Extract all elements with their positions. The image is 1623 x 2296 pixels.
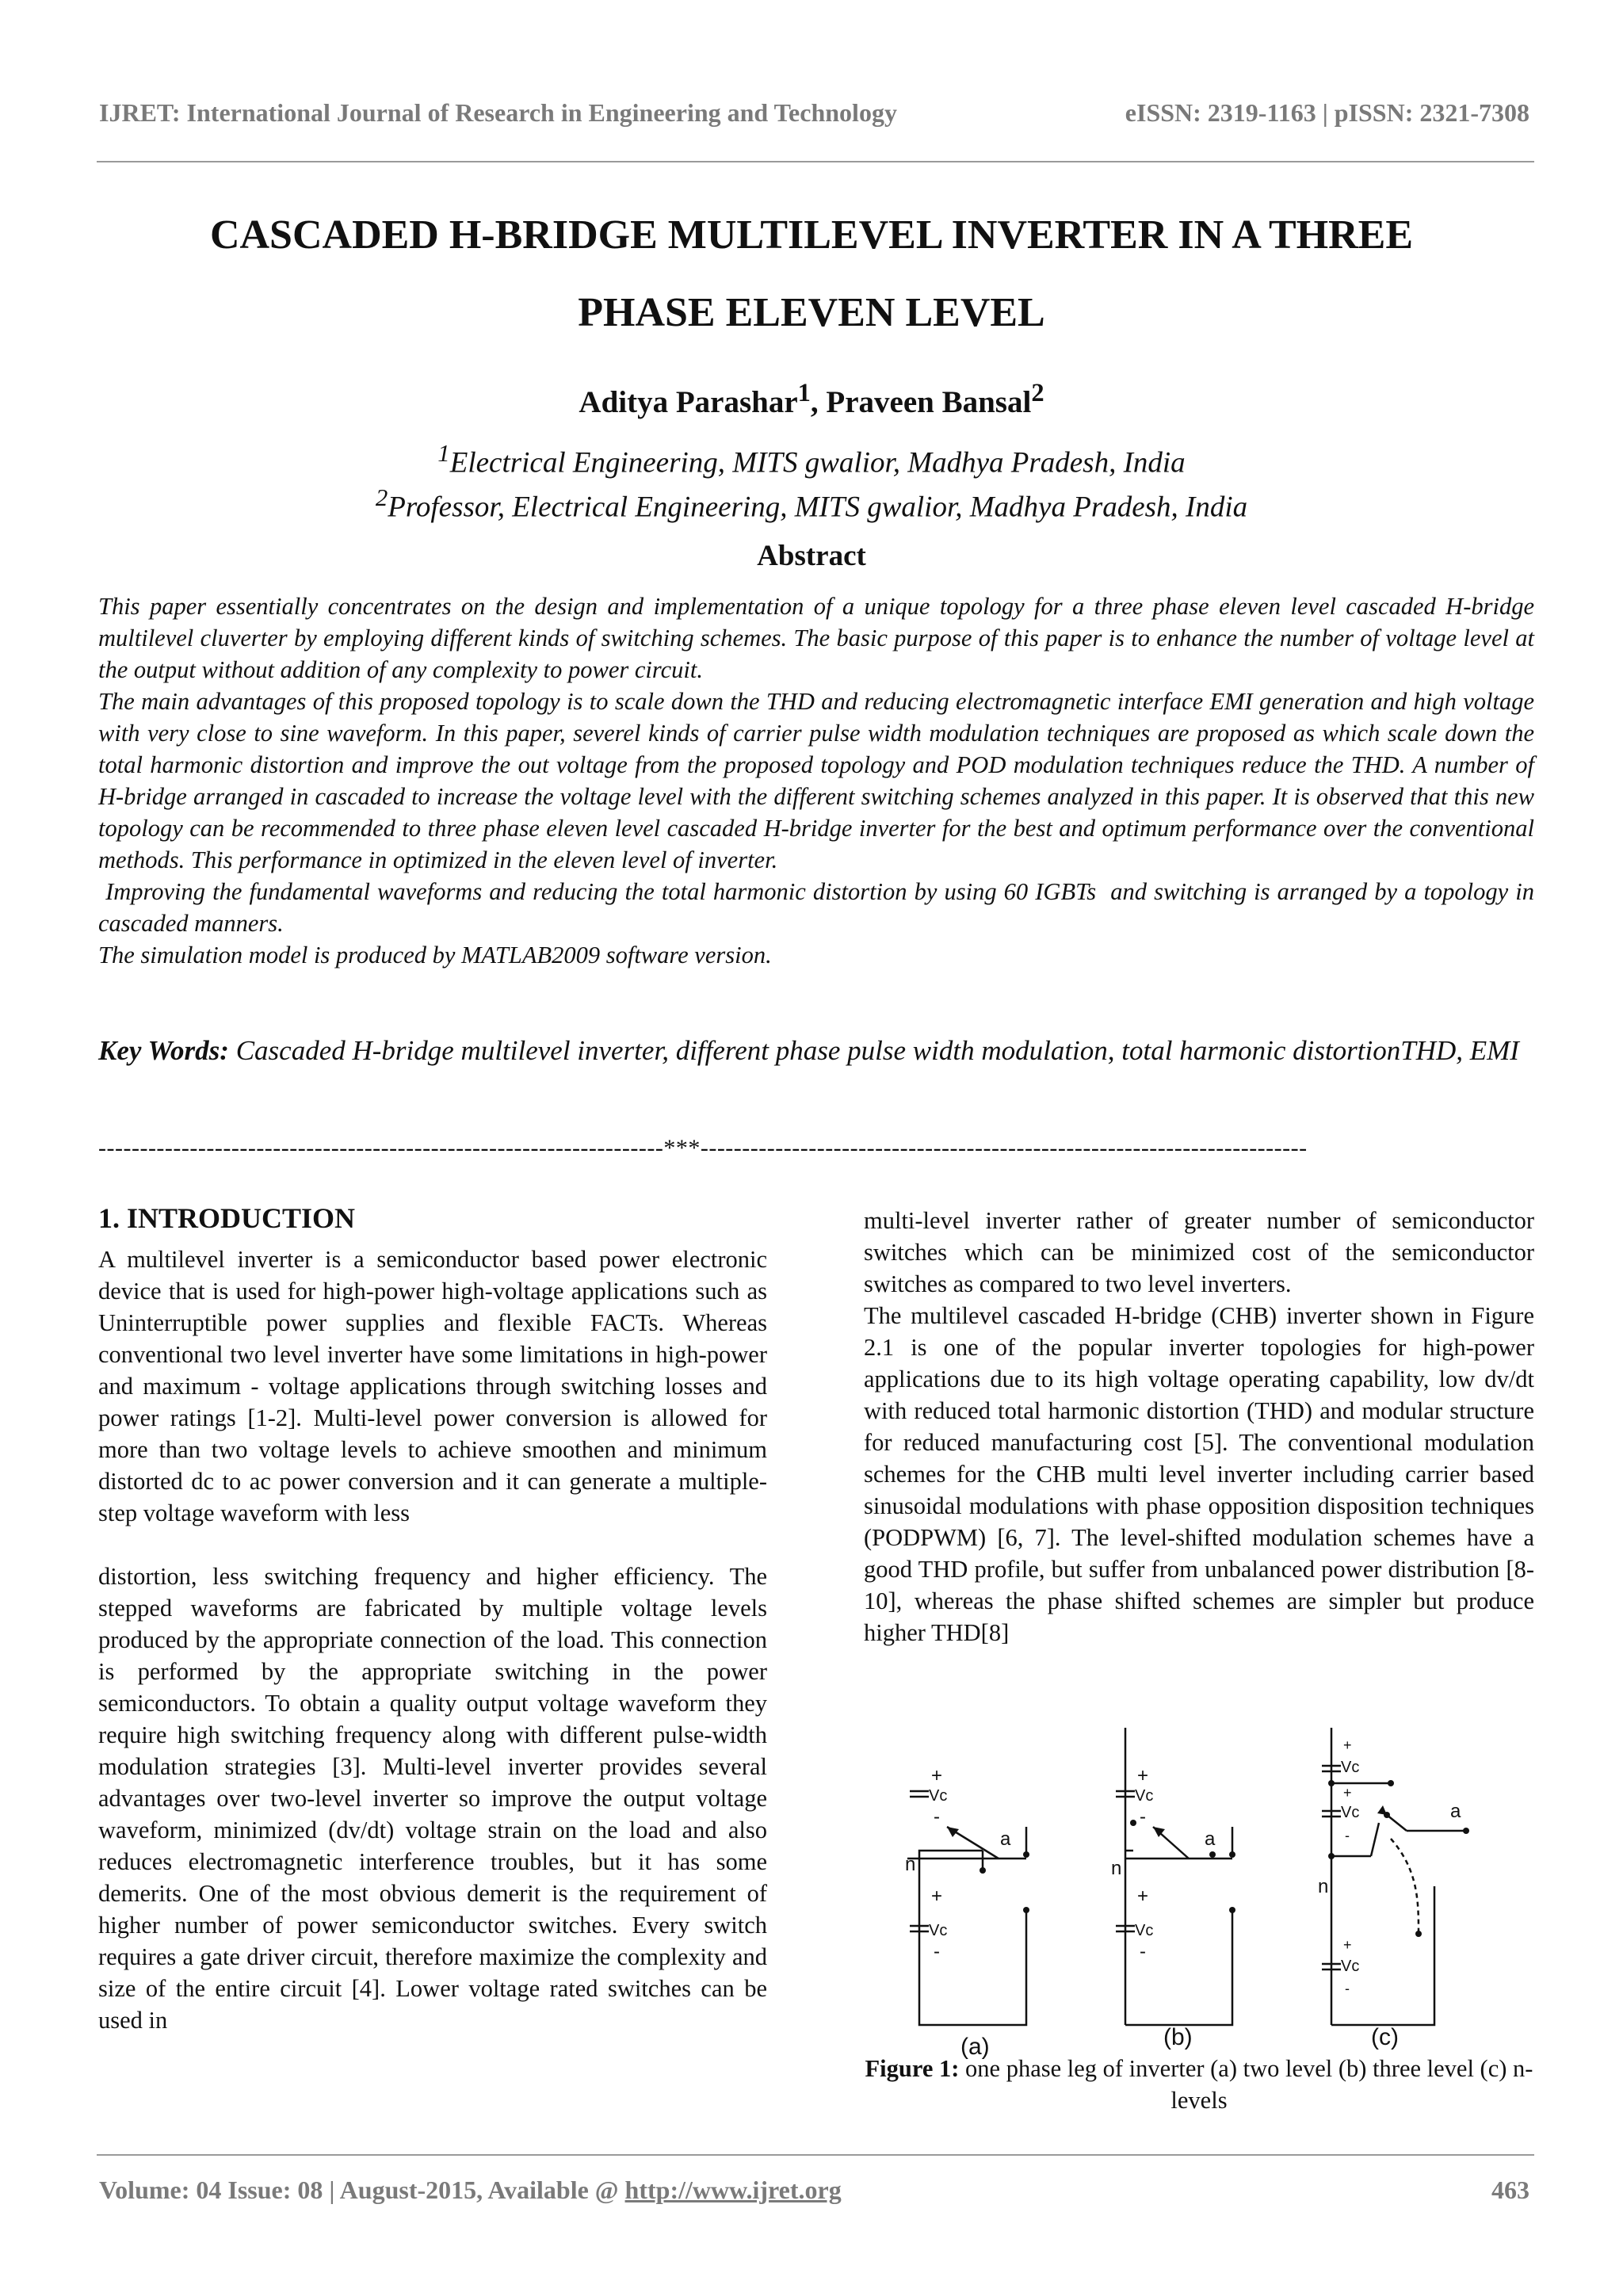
fig-b-vc-top: Vc bbox=[1135, 1787, 1154, 1805]
abstract-heading: Abstract bbox=[757, 540, 866, 572]
fig-c-vc-1: Vc bbox=[1341, 1759, 1360, 1776]
author-2-sup: 2 bbox=[1031, 379, 1044, 407]
fig-a-plus-bot: + bbox=[931, 1885, 943, 1907]
fig-b-a: a bbox=[1205, 1828, 1216, 1850]
journal-name: IJRET: International Journal of Research in Engineering and Technology bbox=[99, 98, 897, 127]
fig-c-n: n bbox=[1318, 1876, 1329, 1897]
author-separator: , bbox=[810, 385, 827, 419]
fig-a-plus-top: + bbox=[931, 1765, 943, 1786]
intro-para-1: A multilevel inverter is a semiconductor based power electronic device that is used for high-power high-voltage applications such as Uninterruptible power supplies and flexible FACTs. Whereas conventional two level inverter have some limitations in high-power and maximum - voltage applications through switching losses and power ratings [1-2]. Multi-level power conversion is allowed for more than two voltage levels to achieve smoothen and minimum distorted dc to ac power conversion and it can generate a multiple-step voltage waveform with less bbox=[98, 1246, 767, 1526]
fig-b-n: n bbox=[1111, 1858, 1122, 1879]
fig-c-plus-3: + bbox=[1343, 1937, 1352, 1953]
intro-para-4: The multilevel cascaded H-bridge (CHB) inverter shown in Figure 2.1 is one of the popular inverter topologies for high-power applications due to its high voltage operating capability, low dv/dt with reduced total harmonic distortion (THD) and modular structure for reduced manufacturing cost [5]. The conventional modulation schemes for the CHB multi level inverter including carrier based sinusoidal modulations with phase opposition disposition techniques (PODPWM) [6, 7]. The level-shifted modulation schemes have a good THD profile, but suffer from unbalanced power distribution [8-10], whereas the phase shifted schemes are simpler but produce higher THD[8] bbox=[864, 1302, 1534, 1646]
affiliation-1 bbox=[0, 436, 1623, 480]
fig-b-vc-bot: Vc bbox=[1135, 1922, 1154, 1939]
title-line-1: CASCADED H-BRIDGE MULTILEVEL INVERTER IN A THREE bbox=[209, 212, 1414, 258]
caption-label: Figure 1: bbox=[865, 2055, 960, 2082]
running-header bbox=[99, 98, 1529, 128]
fig-c-plus-2: + bbox=[1343, 1785, 1352, 1801]
fig-sub-a: (a) bbox=[960, 2034, 990, 2060]
fig-c-minus-2: - bbox=[1345, 1828, 1350, 1843]
running-footer bbox=[99, 2176, 1529, 2205]
fig-a-vc-top: Vc bbox=[929, 1787, 948, 1805]
intro-para-3: multi-level inverter rather of greater number of semiconductor switches which can be minimized cost of the semiconductor switches as compared to two level inverters. bbox=[864, 1207, 1534, 1297]
left-column bbox=[98, 1202, 767, 2036]
fig-sub-c: (c) bbox=[1371, 2024, 1399, 2050]
fig-b-plus-bot: + bbox=[1137, 1885, 1149, 1907]
title-line-2: PHASE ELEVEN LEVEL bbox=[578, 290, 1045, 335]
abstract-para-1: This paper essentially concentrates on the design and implementation of a unique topology for a three phase eleven level cascaded H-bridge multilevel cluverter by employing different kinds of switching schemes. The basic purpose of this paper is to enhance the number of voltage level at the output without addition of any complexity to power circuit. bbox=[98, 593, 1534, 683]
paper-title bbox=[79, 197, 1544, 352]
issn: eISSN: 2319-1163 | pISSN: 2321-7308 bbox=[1125, 98, 1529, 127]
fig-c-vc-2: Vc bbox=[1341, 1804, 1360, 1821]
fig-b-minus-top: - bbox=[1140, 1806, 1146, 1828]
right-column bbox=[864, 1205, 1534, 1648]
fig-c-a: a bbox=[1450, 1801, 1461, 1822]
fig-sub-b: (b) bbox=[1163, 2024, 1193, 2050]
footer-rule bbox=[97, 2154, 1534, 2156]
fig-c-minus-3: - bbox=[1345, 1981, 1350, 1996]
keywords-text: Cascaded H-bridge multilevel inverter, different phase pulse width modulation, total harmonic distortionTHD, EMI bbox=[228, 1035, 1519, 1066]
fig-a-minus-top: - bbox=[934, 1806, 940, 1828]
caption-text: one phase leg of inverter (a) two level (b) three level (c) n-levels bbox=[959, 2055, 1533, 2114]
section-heading: 1. INTRODUCTION bbox=[98, 1202, 356, 1234]
affiliation-2 bbox=[0, 480, 1623, 525]
fig-c-vc-3: Vc bbox=[1341, 1958, 1360, 1975]
abstract-para-4: The simulation model is produced by MATLAB2009 software version. bbox=[98, 942, 772, 968]
fig-c-plus-1: + bbox=[1343, 1737, 1352, 1753]
author-1: Aditya Parashar bbox=[579, 385, 798, 419]
footer-volume: Volume: 04 Issue: 08 | August-2015, Available @ bbox=[99, 2176, 625, 2204]
fig-a-n: n bbox=[905, 1854, 916, 1875]
abstract-para-3: Improving the fundamental waveforms and reducing the total harmonic distortion by using 60 IGBTs and switching is arranged by a topology in cascaded manners. bbox=[98, 878, 1541, 937]
footer-link[interactable]: http://www.ijret.org bbox=[624, 2176, 842, 2204]
author-2: Praveen Bansal bbox=[826, 385, 1032, 419]
keywords-label: Key Words: bbox=[98, 1035, 229, 1066]
author-1-sup: 1 bbox=[797, 379, 811, 407]
fig-a-vc-bot: Vc bbox=[929, 1922, 948, 1939]
fig-a-a: a bbox=[1000, 1828, 1011, 1850]
affiliation-1-text: Electrical Engineering, MITS gwalior, Madhya Pradesh, India bbox=[449, 446, 1186, 479]
fig-a-minus-bot: - bbox=[934, 1941, 940, 1962]
authors bbox=[0, 379, 1623, 420]
affiliation-1-sup: 1 bbox=[437, 440, 450, 467]
keywords bbox=[98, 1029, 1534, 1072]
separator-line: --------------------------------------------------------------------***------------------------------------------------------------------------- bbox=[98, 1135, 1308, 1161]
page-number: 463 bbox=[1491, 2176, 1529, 2204]
header-rule bbox=[97, 161, 1534, 162]
affiliation-2-text: Professor, Electrical Engineering, MITS gwalior, Madhya Pradesh, India bbox=[388, 491, 1248, 524]
fig-b-plus-top: + bbox=[1137, 1765, 1149, 1786]
figure-1-circuit bbox=[905, 1712, 1498, 2061]
figure-1-caption bbox=[864, 2053, 1534, 2116]
abstract-para-2: The main advantages of this proposed topology is to scale down the THD and reducing electromagnetic interface EMI generation and high voltage with very close to sine waveform. In this paper, severel kinds of carrier pulse width modulation techniques are proposed as which scale down the total harmonic distortion and improve the out voltage from the proposed topology and POD modulation techniques reduce the THD. A number of H-bridge arranged in cascaded to increase the voltage level with the different switching schemes analyzed in this paper. It is observed that this new topology can be recommended to three phase eleven level cascaded H-bridge inverter for the best and optimum performance over the conventional methods. This performance in optimized in the eleven level of inverter. bbox=[98, 688, 1534, 873]
intro-para-2: distortion, less switching frequency and higher efficiency. The stepped waveforms are fabricated by multiple voltage levels produced by the appropriate connection of the load. This connection is performed by the appropriate switching in the power semiconductors. To obtain a quality output voltage waveform they require high switching frequency along with different pulse-width modulation strategies [3]. Multi-level inverter provides several advantages over two-level inverter so improve the output voltage waveform, minimized (dv/dt) voltage strain on the load and also reduces electromagnetic interference troubles, but it has some demerits. One of the most obvious demerit is the requirement of higher number of power semiconductor switches. Every switch requires a gate driver circuit, therefore maximize the complexity and size of the entire circuit [4]. Lower voltage rated switches can be used in bbox=[98, 1563, 767, 2034]
fig-b-minus-bot: - bbox=[1140, 1941, 1146, 1962]
affiliations bbox=[0, 436, 1623, 525]
abstract bbox=[98, 590, 1541, 971]
affiliation-2-sup: 2 bbox=[375, 484, 388, 512]
